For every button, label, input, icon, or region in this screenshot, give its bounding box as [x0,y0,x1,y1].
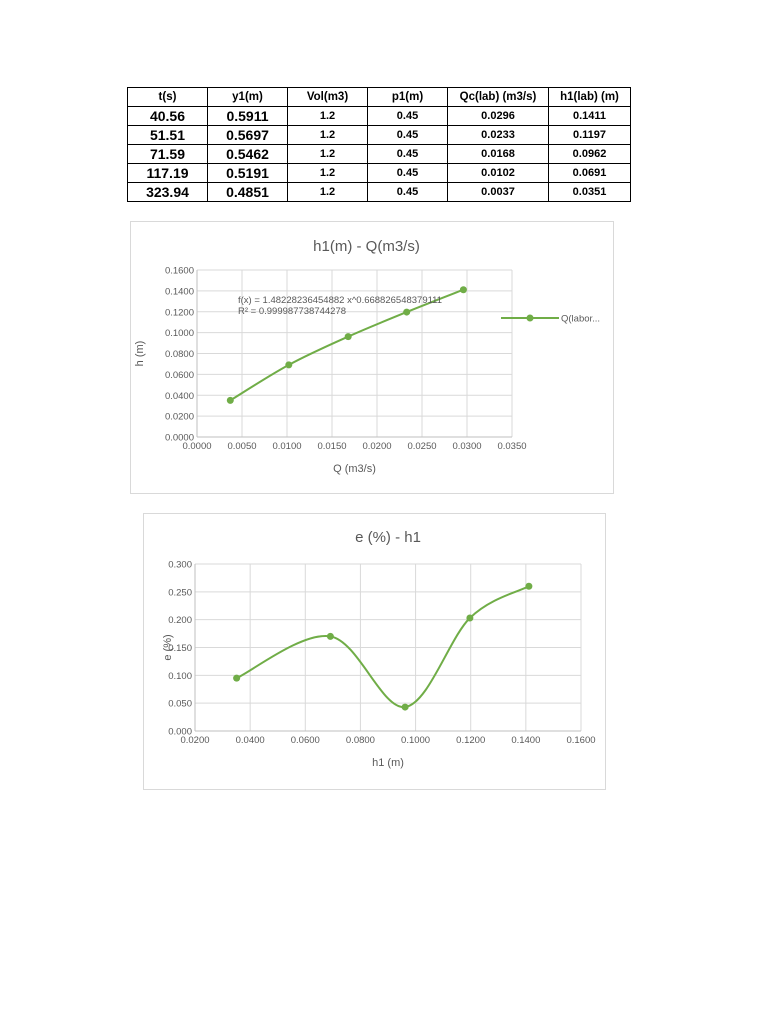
y-tick-label: 0.100 [168,670,192,682]
table-row [128,107,631,126]
data-point [403,309,410,316]
x-tick-label: 0.0800 [345,735,375,746]
data-point [285,361,292,368]
trendline-annotation: f(x) = 1.48228236454882 x^0.668826548379111 [238,295,443,306]
cell-y1: 0.5462 [208,145,288,164]
cell-p1: 0.45 [368,164,448,183]
data-point [345,333,352,340]
table-header [128,88,631,107]
trendline-annotation: R² = 0.999987738744278 [238,306,347,317]
cell-qc: 0.0037 [448,183,549,202]
cell-y1: 0.5697 [208,126,288,145]
y-tick-label: 0.300 [168,559,192,571]
y-tick-label: 0.1200 [164,307,194,319]
x-tick-label: 0.0100 [272,441,302,452]
data-point [233,675,240,682]
header-vol: Vol(m3) [288,88,368,107]
header-p1: p1(m) [368,88,448,107]
y-tick-label: 0.1000 [164,328,194,340]
cell-vol: 1.2 [288,164,368,183]
x-tick-label: 0.0350 [497,441,527,452]
x-tick-label: 0.0200 [180,735,210,746]
chart-title: e (%) - h1 [355,529,421,546]
header-h1: h1(lab) (m) [549,88,631,107]
cell-y1: 0.5191 [208,164,288,183]
y-tick-label: 0.0000 [164,432,194,444]
cell-h1: 0.0351 [549,183,631,202]
y-tick-label: 0.250 [168,587,192,599]
data-point [227,397,234,404]
table-row [128,164,631,183]
y-tick-label: 0.000 [168,726,192,738]
x-tick-label: 0.1600 [566,735,596,746]
chart-h1-vs-q-plot [131,222,613,493]
x-axis-label: h1 (m) [372,757,404,769]
cell-vol: 1.2 [288,126,368,145]
cell-t: 117.19 [128,164,208,183]
x-tick-label: 0.0400 [235,735,265,746]
chart-h1-vs-q [130,221,614,494]
chart-e-vs-h1 [143,513,606,790]
data-point [460,286,467,293]
legend-label: Q(labor... [561,313,601,325]
y-tick-label: 0.1600 [164,265,194,277]
y-tick-label: 0.150 [168,643,192,654]
data-table [127,87,631,202]
legend-swatch-marker [527,315,534,322]
cell-qc: 0.0102 [448,164,549,183]
cell-vol: 1.2 [288,107,368,126]
cell-h1: 0.1411 [549,107,631,126]
header-qc: Qc(lab) (m3/s) [448,88,549,107]
cell-qc: 0.0296 [448,107,549,126]
x-tick-label: 0.1400 [511,735,541,746]
y-tick-label: 0.0600 [164,369,194,381]
cell-y1: 0.4851 [208,183,288,202]
data-point [466,614,473,621]
chart-title: h1(m) - Q(m3/s) [313,238,420,255]
x-tick-label: 0.0200 [362,441,392,452]
y-axis-label: e (%) [162,634,174,661]
x-tick-label: 0.0150 [317,441,347,452]
cell-p1: 0.45 [368,145,448,164]
y-tick-label: 0.0800 [164,349,194,360]
x-tick-label: 0.0050 [227,441,257,452]
x-tick-label: 0.0600 [290,735,320,746]
x-tick-label: 0.0300 [452,441,482,452]
cell-t: 40.56 [128,107,208,126]
cell-p1: 0.45 [368,126,448,145]
data-point [402,704,409,711]
x-tick-label: 0.1000 [401,735,431,746]
x-tick-label: 0.0000 [182,441,212,452]
data-point [327,633,334,640]
x-tick-label: 0.0250 [407,441,437,452]
header-t: t(s) [128,88,208,107]
table-row [128,145,631,164]
header-y1: y1(m) [208,88,288,107]
chart-e-vs-h1-plot [144,514,605,789]
y-tick-label: 0.0400 [164,390,194,402]
y-tick-label: 0.050 [168,698,192,710]
table-row [128,126,631,145]
cell-t: 51.51 [128,126,208,145]
y-tick-label: 0.0200 [164,411,194,423]
cell-p1: 0.45 [368,183,448,202]
x-tick-label: 0.1200 [456,735,486,746]
cell-h1: 0.0691 [549,164,631,183]
cell-p1: 0.45 [368,107,448,126]
cell-t: 71.59 [128,145,208,164]
cell-qc: 0.0168 [448,145,549,164]
cell-t: 323.94 [128,183,208,202]
y-tick-label: 0.1400 [164,286,194,298]
y-axis-label: h (m) [134,340,146,367]
cell-h1: 0.1197 [549,126,631,145]
x-axis-label: Q (m3/s) [333,463,376,475]
data-point [525,583,532,590]
cell-qc: 0.0233 [448,126,549,145]
cell-vol: 1.2 [288,183,368,202]
y-tick-label: 0.200 [168,615,192,627]
cell-vol: 1.2 [288,145,368,164]
series-line [237,586,529,707]
cell-y1: 0.5911 [208,107,288,126]
table-row [128,183,631,202]
cell-h1: 0.0962 [549,145,631,164]
